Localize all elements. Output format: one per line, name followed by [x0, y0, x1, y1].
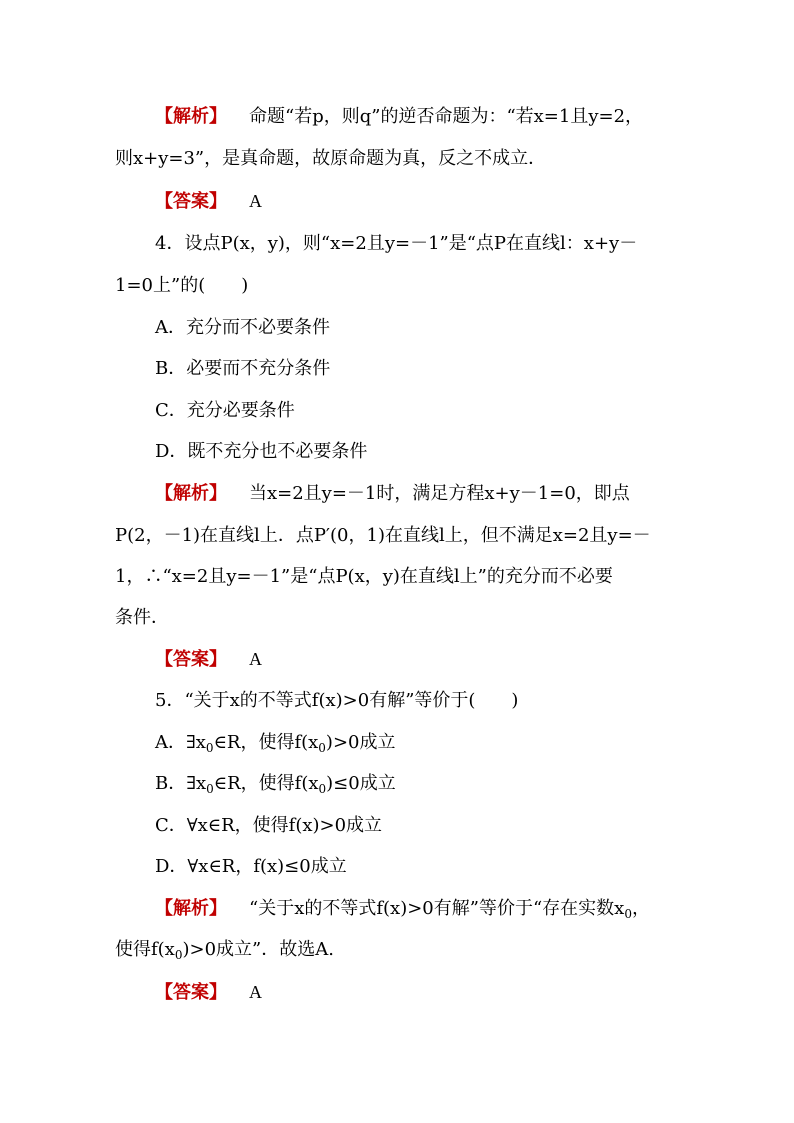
subscript: 0 — [318, 741, 326, 755]
subscript: 0 — [624, 907, 632, 921]
analysis-tag: 【解析】 — [155, 106, 227, 127]
q4-analysis-line4: 条件． — [115, 607, 169, 628]
q3-analysis-text1: 命题“若p，则q”的逆否命题为：“若x=1且y=2， — [249, 106, 644, 127]
q5-analysis-line2 — [115, 938, 334, 962]
q5-option-a-post: ∈R，使得f(x — [213, 732, 319, 753]
q4-analysis-line3: 1，∴“x=2且y=－1”是“点P(x，y)在直线l上”的充分而不必要 — [115, 566, 613, 587]
answer-tag: 【答案】 — [155, 649, 227, 670]
q5-analysis-text2-end: )>0成立”．故选A. — [182, 939, 334, 960]
q5-option-b-post: ∈R，使得f(x — [213, 773, 319, 794]
q4-option-b: B．必要而不充分条件 — [155, 358, 331, 379]
q5-option-b — [155, 772, 396, 796]
q5-analysis-text2: 使得f(x — [115, 939, 175, 960]
q5-analysis-text1: “关于x的不等式f(x)>0有解”等价于“存在实数x — [249, 898, 625, 919]
q5-answer — [155, 980, 262, 1004]
q5-option-a — [155, 731, 395, 755]
q4-stem-line2: 1=0上”的( ) — [115, 275, 249, 296]
q5-option-b-end: )≤0成立 — [326, 773, 396, 794]
q4-analysis-line2: P(2，－1)在直线l上．点P′(0，1)在直线l上，但不满足x=2且y=－ — [115, 525, 651, 546]
q5-analysis-line1 — [155, 897, 650, 921]
analysis-tag: 【解析】 — [155, 898, 227, 919]
q4-analysis-line1 — [155, 482, 630, 506]
analysis-tag: 【解析】 — [155, 483, 227, 504]
q5-option-d: D．∀x∈R，f(x)≤0成立 — [155, 856, 347, 877]
subscript: 0 — [318, 782, 327, 796]
q3-answer — [155, 189, 262, 213]
q4-option-c: C．充分必要条件 — [155, 400, 295, 421]
q5-stem: 5．“关于x的不等式f(x)>0有解”等价于( ) — [155, 690, 519, 711]
q3-analysis-line1 — [155, 105, 643, 129]
q5-analysis-text1-end: ， — [631, 898, 650, 919]
subscript: 0 — [206, 782, 214, 796]
q4-answer — [155, 647, 262, 671]
subscript: 0 — [174, 948, 183, 962]
subscript: 0 — [205, 741, 214, 755]
q5-option-a-end: )>0成立 — [325, 732, 396, 753]
q3-answer-value: A — [249, 191, 262, 211]
q5-answer-value: A — [249, 982, 262, 1002]
q4-analysis-text1: 当x=2且y=－1时，满足方程x+y－1=0，即点 — [249, 483, 630, 504]
q3-analysis-line2: 则x+y=3”，是真命题，故原命题为真，反之不成立． — [115, 148, 547, 169]
answer-tag: 【答案】 — [155, 191, 227, 212]
q4-answer-value: A — [249, 649, 262, 669]
q4-option-d: D．既不充分也不必要条件 — [155, 441, 368, 462]
q5-option-a-pre: A．∃x — [155, 732, 206, 753]
q4-option-a: A．充分而不必要条件 — [155, 317, 330, 338]
q4-stem-line1: 4．设点P(x，y)，则“x=2且y=－1”是“点P在直线l：x+y－ — [155, 233, 638, 254]
q5-option-b-pre: B．∃x — [155, 773, 207, 794]
q5-option-c: C．∀x∈R，使得f(x)>0成立 — [155, 815, 383, 836]
answer-tag: 【答案】 — [155, 982, 227, 1003]
